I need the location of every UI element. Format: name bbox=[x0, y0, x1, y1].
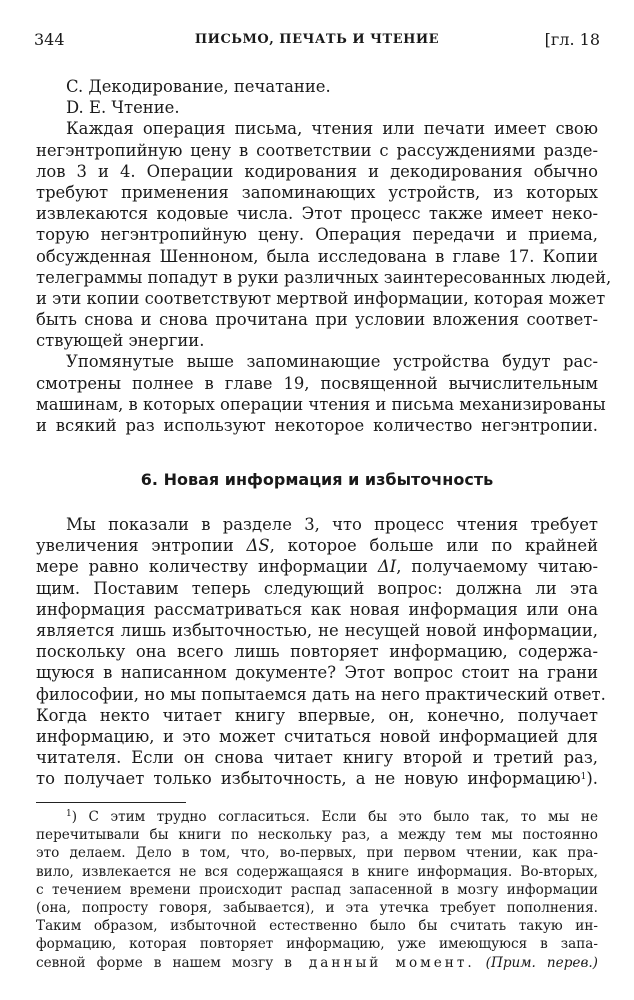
chapter-label: [гл. 18 bbox=[544, 30, 600, 49]
running-head bbox=[34, 30, 600, 54]
section-heading: 6. Новая информация и избыточность bbox=[140, 470, 494, 489]
footnote-line: с течением времени происходит распад запасенной в мозгу информации bbox=[36, 881, 598, 898]
footnote-ref: 1 bbox=[580, 772, 587, 783]
footnote-line: Таким образом, избыточной естественно было бы считать такую ин- bbox=[36, 918, 598, 935]
paragraph-line: торую негэнтропийную цену. Операция передачи и приема, bbox=[36, 225, 598, 245]
text-run: мере равно количеству информации bbox=[36, 557, 378, 577]
paragraph-line: быть снова и снова прочитана при условии вложения соответ- bbox=[36, 310, 598, 330]
paragraph-line: телеграммы попадут в руки различных заинтересованных людей, bbox=[36, 267, 612, 287]
text-run: севной форме в нашем мозгу bbox=[36, 954, 285, 971]
text-run: то получает только избыточность, а не новую информацию bbox=[36, 769, 581, 789]
running-title: ПИСЬМО, ПЕЧАТЬ И ЧТЕНИЕ bbox=[194, 32, 440, 47]
paragraph-line: щим. Поставим теперь следующий вопрос: должна ли эта bbox=[36, 578, 598, 598]
footnote-line: это делаем. Дело в том, что, во-первых, при первом чтении, как пра- bbox=[36, 845, 598, 862]
paragraph-line: машинам, в которых операции чтения и письма механизированы bbox=[36, 394, 606, 414]
page-number: 344 bbox=[34, 30, 65, 49]
paragraph-line: смотрены полнее в главе 19, посвященной вычислительным bbox=[36, 373, 598, 393]
footnote-line bbox=[36, 808, 598, 826]
paragraph-line: является лишь избыточностью, не несущей новой информации, bbox=[36, 620, 598, 640]
footnote bbox=[36, 808, 598, 972]
paragraph-line: информацию, и это может считаться новой информацией для bbox=[36, 726, 598, 746]
footnote-marker: 1 bbox=[66, 809, 72, 819]
list-item-c: C. Декодирование, печатание. bbox=[66, 77, 331, 96]
paragraph-line: негэнтропийную цену в соответствии с рассуждениями разде- bbox=[36, 140, 598, 160]
paragraph-line: читателя. Если он снова читает книгу второй и третий раз, bbox=[36, 748, 598, 768]
footnote-line: формацию, которая повторяет информацию, уже имеющуюся в запа- bbox=[36, 936, 598, 953]
footnote-divider bbox=[36, 802, 186, 803]
paragraph-line: извлекаются кодовые числа. Этот процесс также имеет неко- bbox=[36, 204, 598, 224]
footnote-line: перечитывали бы книги по нескольку раз, а между тем мы постоянно bbox=[36, 827, 598, 844]
paragraph-line: философии, но мы попытаемся дать на него практический ответ. bbox=[36, 684, 606, 704]
text-run: , которое больше или по крайней bbox=[269, 536, 598, 556]
footnote-line: (она, попросту говоря, забывается), и эта утечка требует пополнения. bbox=[36, 899, 598, 916]
paragraph-line: и эти копии соответствуют мертвой информации, которая может bbox=[36, 288, 606, 308]
text-run: ) С этим трудно согласиться. Если бы это было так, то мы не bbox=[71, 809, 598, 825]
paragraph-line: поскольку она всего лишь повторяет информацию, содержа- bbox=[36, 642, 598, 662]
footnote-line bbox=[36, 954, 598, 972]
paragraph-line bbox=[36, 535, 598, 556]
paragraph-3 bbox=[36, 514, 606, 789]
paragraph-line bbox=[36, 768, 598, 789]
paragraph-line: Упомянутые выше запоминающие устройства будут рас- bbox=[66, 352, 598, 372]
text-run: , получаемому читаю- bbox=[396, 557, 598, 577]
paragraph-line: Каждая операция письма, чтения или печати имеет свою bbox=[66, 119, 598, 139]
spaced-emphasis: в данный момент. bbox=[284, 954, 475, 971]
paragraph-line: ствующей энергии. bbox=[36, 331, 205, 351]
text-run: увеличения энтропии bbox=[36, 536, 247, 556]
paragraph-line: щуюся в написанном документе? Этот вопрос стоит на грани bbox=[36, 663, 598, 683]
paragraph-line: обсужденная Шенноном, была исследована в главе 17. Копии bbox=[36, 246, 598, 266]
text-run: ). bbox=[586, 769, 598, 789]
footnote-line: вило, извлекается не вся содержащаяся в книге информация. Во-вторых, bbox=[36, 863, 598, 880]
information-symbol: ΔI bbox=[377, 557, 397, 577]
paragraph-line bbox=[36, 556, 598, 577]
paragraph-1 bbox=[36, 118, 612, 351]
top-text-block bbox=[36, 76, 612, 436]
translator-note: (Прим. перев.) bbox=[485, 954, 598, 971]
entropy-symbol: ΔS bbox=[246, 536, 270, 556]
list-item-d: D. E. Чтение. bbox=[66, 98, 180, 118]
paragraph-2 bbox=[36, 351, 606, 436]
paragraph-line: информация рассматриваться как новая информация или она bbox=[36, 599, 598, 619]
paragraph-line: требуют применения запоминающих устройств, из которых bbox=[36, 182, 598, 202]
paragraph-line: Мы показали в разделе 3, что процесс чтения требует bbox=[66, 515, 598, 534]
paragraph-line: и всякий раз используют некоторое количество негэнтропии. bbox=[36, 416, 598, 435]
paragraph-line: лов 3 и 4. Операции кодирования и декодирования обычно bbox=[36, 161, 598, 181]
paragraph-line: Когда некто читает книгу впервые, он, конечно, получает bbox=[36, 705, 598, 725]
